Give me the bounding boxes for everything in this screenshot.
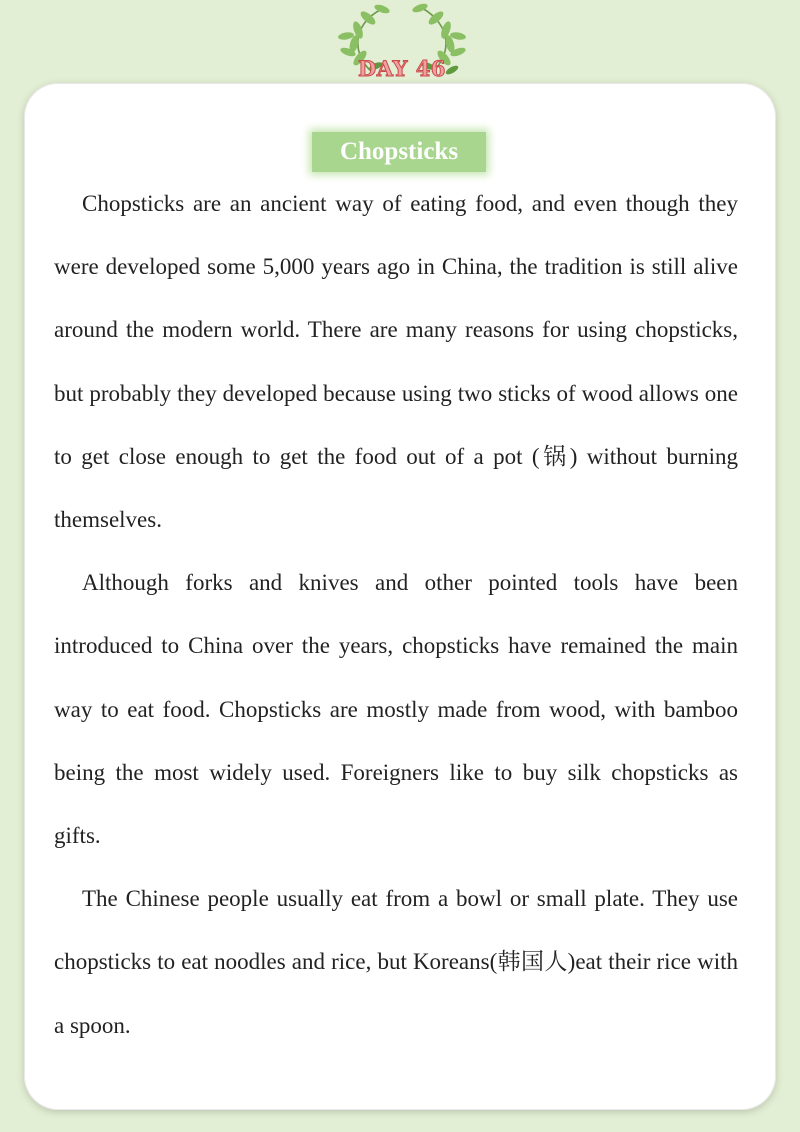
- article-body: [54, 172, 738, 1057]
- article-title: Chopsticks: [339, 138, 459, 165]
- paragraph: The Chinese people usually eat from a bowl or small plate. They use chopsticks to eat noodles and rice, but Koreans(韩国人)eat their rice with a spoon.: [54, 886, 738, 1038]
- paragraph: Chopsticks are an ancient way of eating food, and even though they were developed some 5,000 years ago in China, the tradition is still alive around the modern world. There are many reasons for using chopsticks, but probably they developed because using two sticks of wood allows one to get close enough to get the food out of a pot (锅) without burning themselves.: [54, 191, 738, 533]
- day-label: DAY 46: [358, 56, 446, 81]
- title-banner: [312, 132, 486, 172]
- paragraph: Although forks and knives and other pointed tools have been introduced to China over the years, chopsticks have remained the main way to eat food. Chopsticks are mostly made from wood, with bamboo being the most widely used. Foreigners like to buy silk chopsticks as gifts.: [54, 570, 738, 849]
